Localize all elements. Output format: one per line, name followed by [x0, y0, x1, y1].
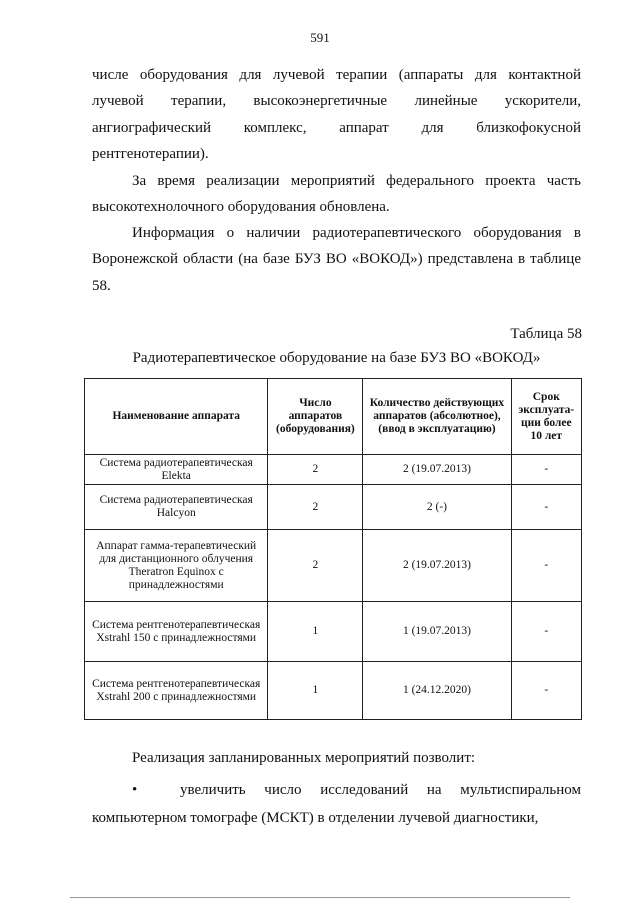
cell-name: Аппарат гамма-терапевтический для дистанционного облучения Theratron Equinox с принадлежностями — [85, 530, 268, 602]
header-count: Число аппаратов (оборудования) — [268, 379, 363, 455]
cell-term: - — [511, 662, 581, 720]
bullet-item — [92, 776, 581, 832]
table-row — [85, 662, 582, 720]
cell-name: Система рентгенотерапевтическая Xstrahl 150 с принадлежностями — [85, 602, 268, 662]
cell-active: 2 (-) — [363, 485, 511, 530]
cell-name: Система рентгенотерапевтическая Xstrahl 200 с принадлежностями — [85, 662, 268, 720]
cell-count: 2 — [268, 455, 363, 485]
bullet-text: увеличить число исследований на мультиспиральном компьютерном томографе (МСКТ) в отделении лучевой диагностики, — [92, 782, 581, 826]
cell-active: 2 (19.07.2013) — [363, 455, 511, 485]
cell-term: - — [511, 530, 581, 602]
equipment-table — [84, 378, 582, 720]
paragraph-equipment-list: числе оборудования для лучевой терапии (аппараты для контактной лучевой терапии, высокоэнергетичные линейные ускорители, ангиографический комплекс, аппарат для близкофокусной рентгенотерапии). — [92, 67, 581, 162]
bullet-icon: • — [132, 782, 138, 798]
header-active: Количество действующих аппаратов (абсолютное), (ввод в эксплуатацию) — [363, 379, 511, 455]
page-number: 591 — [310, 30, 330, 45]
paragraph-table-reference: Информация о наличии радиотерапевтического оборудования в Воронежской области (на базе БУЗ ВО «ВОКОД») представлена в таблице 58. — [92, 225, 581, 294]
paragraph-equipment-updated: За время реализации мероприятий федерального проекта часть высокотехнолочного оборудования обновлена. — [92, 173, 581, 216]
table-row — [85, 485, 582, 530]
cell-count: 2 — [268, 485, 363, 530]
header-name: Наименование аппарата — [85, 379, 268, 455]
cell-term: - — [511, 602, 581, 662]
paragraph-planned-measures: Реализация запланированных мероприятий позволит: — [132, 750, 476, 766]
cell-active: 2 (19.07.2013) — [363, 530, 511, 602]
cell-name: Система радиотерапевтическая Halcyon — [85, 485, 268, 530]
cell-term: - — [511, 485, 581, 530]
cell-count: 2 — [268, 530, 363, 602]
cell-active: 1 (19.07.2013) — [363, 602, 511, 662]
page-bottom-divider — [70, 897, 570, 898]
cell-count: 1 — [268, 662, 363, 720]
table-row — [85, 530, 582, 602]
table-row — [85, 602, 582, 662]
table-row — [85, 455, 582, 485]
table-header-row — [85, 379, 582, 455]
header-term: Срок эксплуата-ции более 10 лет — [511, 379, 581, 455]
cell-term: - — [511, 455, 581, 485]
table-title: Радиотерапевтическое оборудование на базе БУЗ ВО «ВОКОД» — [132, 350, 541, 366]
cell-name: Система радиотерапевтическая Elekta — [85, 455, 268, 485]
cell-count: 1 — [268, 602, 363, 662]
cell-active: 1 (24.12.2020) — [363, 662, 511, 720]
table-label: Таблица 58 — [510, 326, 582, 342]
